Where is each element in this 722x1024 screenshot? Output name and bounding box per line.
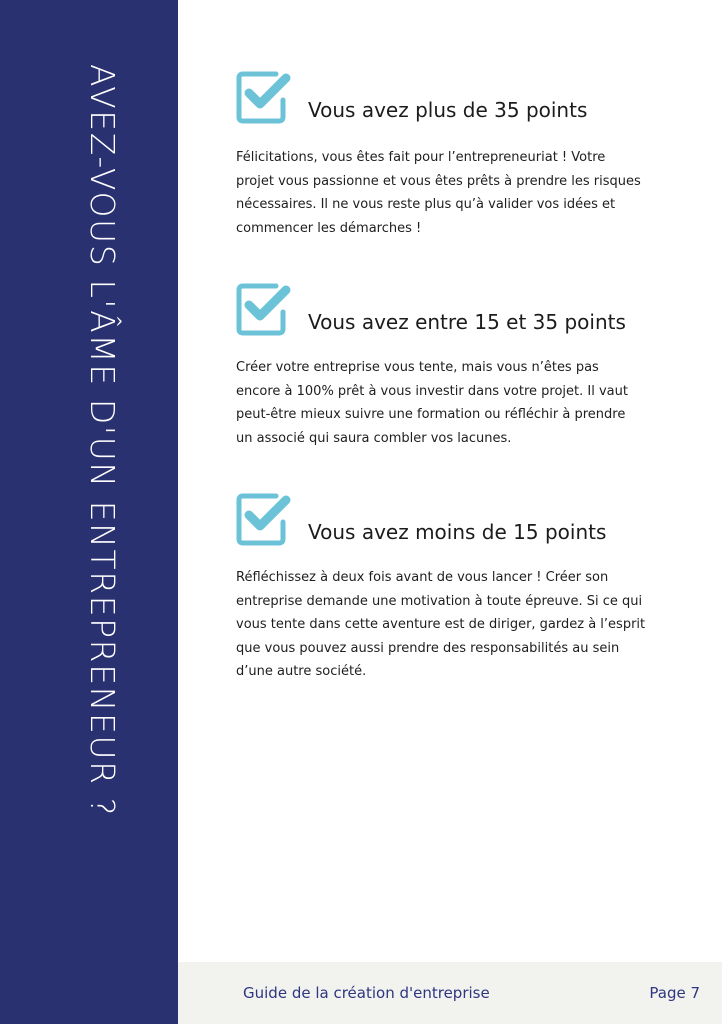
- body-line: encore à 100% prêt à vous investir dans votre projet. Il vaut: [236, 383, 628, 399]
- section-heading: Vous avez entre 15 et 35 points: [308, 310, 626, 334]
- body-line: un associé qui saura combler vos lacunes.: [236, 430, 512, 446]
- body-line: d’une autre société.: [236, 664, 367, 679]
- body-line: projet vous passionne et vous êtes prêts à prendre les risques: [236, 173, 641, 189]
- section-body: [236, 146, 656, 240]
- footer-page-number: Page 7: [649, 984, 700, 1002]
- body-line: vous tente dans cette aventure est de diriger, gardez à l’esprit: [236, 617, 646, 632]
- body-line: Réfléchissez à deux fois avant de vous lancer ! Créer son: [236, 570, 609, 585]
- section-heading: Vous avez moins de 15 points: [308, 520, 607, 544]
- body-line: que vous pouvez aussi prendre des responsabilités au sein: [236, 640, 620, 656]
- body-line: peut-être mieux suivre une formation ou réfléchir à prendre: [236, 407, 626, 422]
- checkbox-check-icon: [236, 282, 292, 336]
- section-heading: Vous avez plus de 35 points: [308, 98, 588, 122]
- checkbox-check-icon: [236, 70, 292, 124]
- footer-guide-title: Guide de la création d'entreprise: [243, 984, 490, 1002]
- body-line: Créer votre entreprise vous tente, mais vous n’êtes pas: [236, 360, 599, 375]
- sidebar-vertical-title: AVEZ-VOUS L'ÂME D'UN ENTREPRENEUR ?: [83, 64, 122, 817]
- checkbox-check-icon: [236, 492, 292, 546]
- sidebar: [0, 0, 178, 1024]
- body-line: nécessaires. Il ne vous reste plus qu’à valider vos idées et: [236, 197, 616, 212]
- section-body: [236, 356, 656, 450]
- section-body: [236, 566, 656, 684]
- body-line: commencer les démarches !: [236, 220, 422, 236]
- body-line: entreprise demande une motivation à toute épreuve. Si ce qui: [236, 593, 643, 609]
- body-line: Félicitations, vous êtes fait pour l’entrepreneuriat ! Votre: [236, 150, 606, 165]
- page-footer: [178, 962, 722, 1024]
